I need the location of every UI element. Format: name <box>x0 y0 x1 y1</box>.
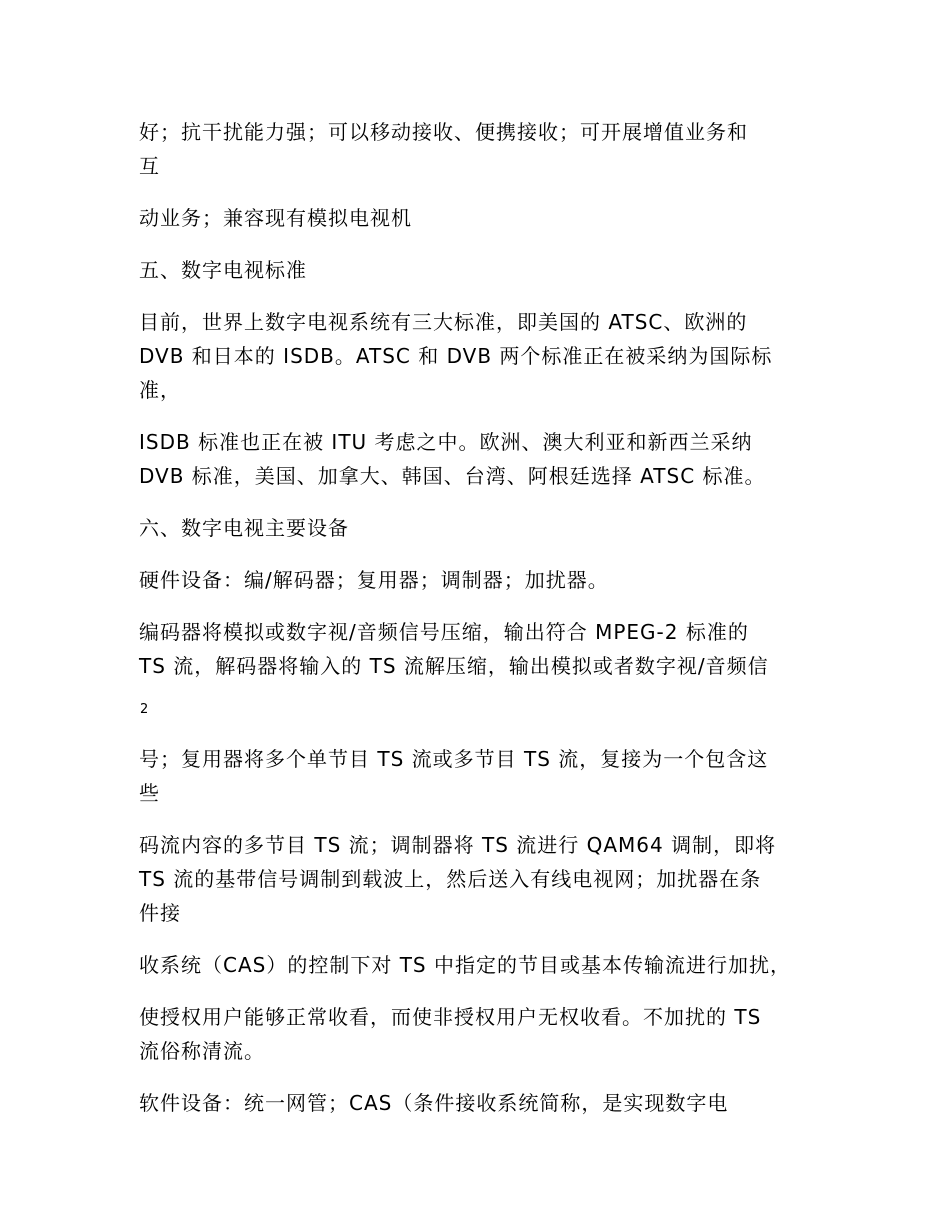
text-line: DVB 和日本的 ISDB。ATSC 和 DVB 两个标准正在被采纳为国际标 <box>139 344 773 368</box>
section-heading-equipment <box>139 511 839 545</box>
text-line: TS 流，解码器将输入的 TS 流解压缩，输出模拟或者数字视/音频信 <box>139 654 769 678</box>
page-number: 2 <box>140 702 149 717</box>
paragraph-three-standards <box>139 305 839 407</box>
text-line: 好；抗干扰能力强；可以移动接收、便携接收；可开展增值业务和 <box>139 120 748 144</box>
paragraph-interactive-services <box>139 201 839 235</box>
text-line: 流俗称清流。 <box>139 1039 265 1063</box>
text-line: 准， <box>139 378 181 402</box>
paragraph-advantages-continued <box>139 115 839 183</box>
text-line: 码流内容的多节目 TS 流；调制器将 TS 流进行 QAM64 调制，即将 <box>139 833 777 857</box>
section-heading-standards <box>139 253 839 287</box>
paragraph-multiplexer-description <box>139 742 839 810</box>
paragraph-isdb-adoption <box>139 425 839 493</box>
text-line: 目前，世界上数字电视系统有三大标准，即美国的 ATSC、欧洲的 <box>139 310 748 334</box>
text-line: 软件设备：统一网管；CAS（条件接收系统简称，是实现数字电 <box>139 1091 729 1115</box>
text-line: 五、数字电视标准 <box>139 258 307 282</box>
text-line: 使授权用户能够正常收看，而使非授权用户无权收看。不加扰的 TS <box>139 1005 762 1029</box>
paragraph-authorized-viewing <box>139 1000 839 1068</box>
text-line: 六、数字电视主要设备 <box>139 516 349 540</box>
text-line: TS 流的基带信号调制到载波上，然后送入有线电视网；加扰器在条 <box>139 867 762 891</box>
text-line: 收系统（CAS）的控制下对 TS 中指定的节目或基本传输流进行加扰， <box>139 953 791 977</box>
text-line: 互 <box>139 154 160 178</box>
text-line: 动业务；兼容现有模拟电视机 <box>139 206 412 230</box>
text-line: 号；复用器将多个单节目 TS 流或多节目 TS 流，复接为一个包含这 <box>139 747 769 771</box>
paragraph-encoder-description <box>139 615 839 683</box>
text-line: 些 <box>139 781 160 805</box>
text-line: 件接 <box>139 901 181 925</box>
paragraph-cas-scrambling <box>139 948 839 982</box>
text-line: 编码器将模拟或数字视/音频信号压缩，输出符合 MPEG-2 标准的 <box>139 620 749 644</box>
text-line: ISDB 标准也正在被 ITU 考虑之中。欧洲、澳大利亚和新西兰采纳 <box>139 430 753 454</box>
paragraph-software-equipment <box>139 1086 839 1120</box>
paragraph-hardware-list <box>139 563 839 597</box>
text-line: 硬件设备：编/解码器；复用器；调制器；加扰器。 <box>139 568 609 592</box>
paragraph-modulator-description <box>139 828 839 930</box>
text-line: DVB 标准，美国、加拿大、韩国、台湾、阿根廷选择 ATSC 标准。 <box>139 464 766 488</box>
